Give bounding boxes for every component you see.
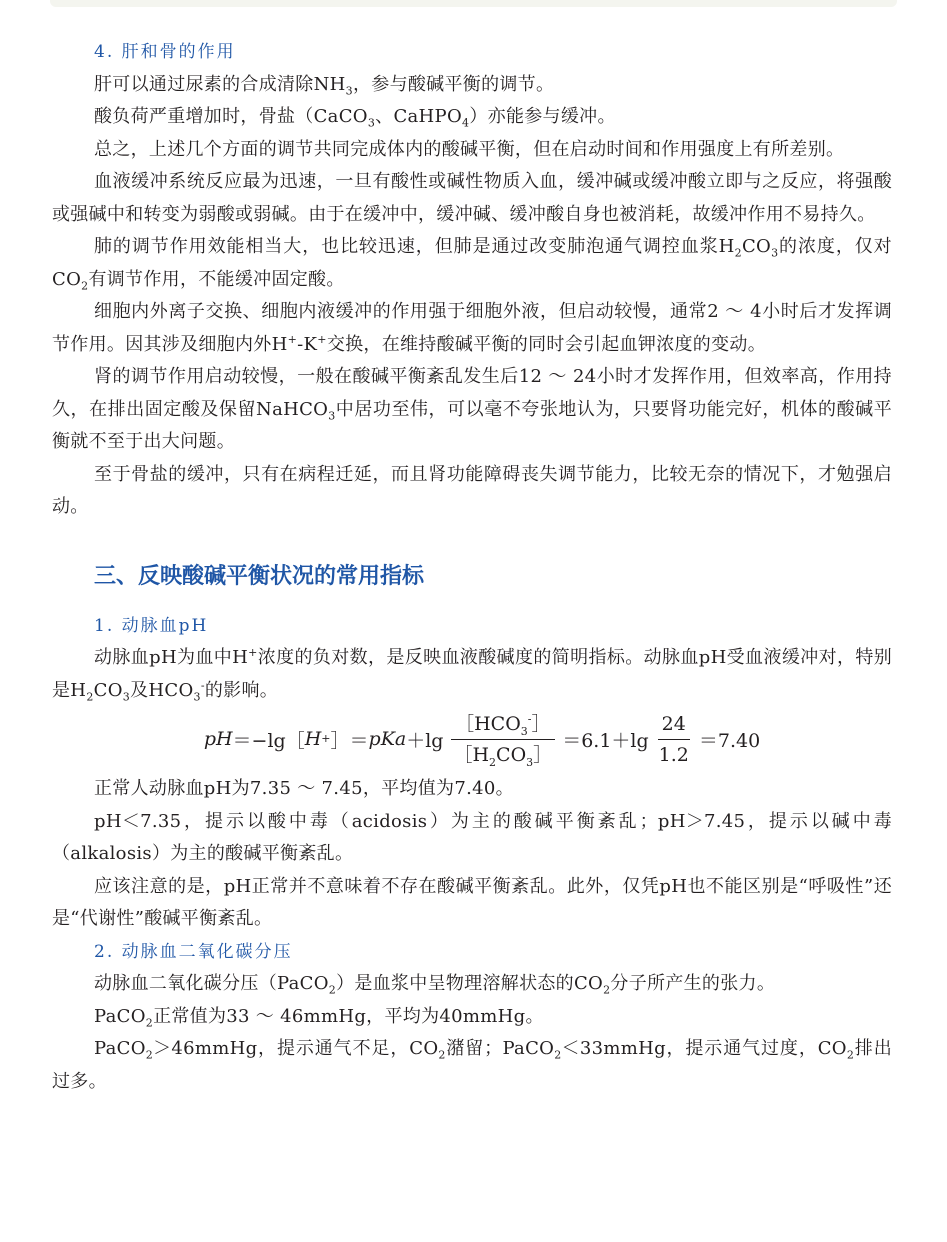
paragraph-liver: 肝可以通过尿素的合成清除$NH_3$，参与酸碱平衡的调节。 — [94, 73, 555, 98]
fraction-ratio: $\frac{24}{1.2}$ — [655, 710, 693, 769]
heading-arterial-ph: 1. 动脉血pH — [94, 615, 209, 636]
heading-liver-bone: 4. 肝和骨的作用 — [94, 42, 236, 62]
heading-paco2: 2. 动脉血二氧化碳分压 — [94, 941, 293, 962]
paragraph-paco2-definition: 动脉血二氧化碳分压（PaCO$_2$）是血浆中呈物理溶解状态的$CO_2$分子所产生的张力。 — [94, 973, 776, 997]
section-title: 三、反映酸碱平衡状况的常用指标 — [94, 563, 425, 589]
paragraph-ph-normal: 正常人动脉血pH为7.35 ～ 7.45，平均值为7.40。 — [94, 778, 514, 799]
paragraph-bone-salt: 至于骨盐的缓冲，只有在病程迁延，而且肾功能障碍丧失调节能力，比较无奈的情况下，才勉强启动。 — [52, 463, 892, 517]
paragraph-paco2-range: PaCO$_2$＞46mmHg，提示通气不足，$CO_2$潴留；PaCO$_2$＜33mmHg，提示通气过度，$CO_2$排出过多。 — [52, 1038, 892, 1092]
paragraph-lung: 肺的调节作用效能相当大，也比较迅速，但肺是通过改变肺泡通气调控血浆$H_2CO_3$的浓度，仅对$CO_2$有调节作用，不能缓冲固定酸。 — [52, 236, 892, 293]
henderson-hasselbalch-formula: pH ＝−lg［ H + ］＝ pKa ＋lg $\frac{[HCO_3^-]}{[H_2CO_3]}$ ＝6.1＋lg $\frac{24}{1.2}$ ＝7.40 — [52, 707, 892, 771]
paragraph-kidney: 肾的调节作用启动较慢，一般在酸碱平衡紊乱发生后12 ～ 24小时才发挥作用，但效率高，作用持久，在排出固定酸及保留NaHCO$_3$中居功至伟，可以毫不夸张地认为，只要肾功能完好，机体的酸碱平衡就不至于出大问题。 — [52, 366, 893, 452]
paragraph-summary: 总之，上述几个方面的调节共同完成体内的酸碱平衡，但在启动时间和作用强度上有所差别。 — [94, 138, 845, 160]
paragraph-cell-exchange: 细胞内外离子交换、细胞内液缓冲的作用强于细胞外液，但启动较慢，通常2 ～ 4小时后才发挥调节作用。因其涉及细胞内外H+-K+交换，在维持酸碱平衡的同时会引起血钾浓度的变动。 — [52, 301, 892, 355]
document-page — [52, 36, 892, 1098]
fraction-bicarbonate-carbonic-acid: $\frac{[HCO_3^-]}{[H_2CO_3]}$ — [449, 710, 556, 769]
paragraph-ph-note: 应该注意的是，pH正常并不意味着不存在酸碱平衡紊乱。此外，仅凭pH也不能区别是“呼吸性”还是“代谢性”酸碱平衡紊乱。 — [52, 875, 892, 929]
paragraph-bone-buffer: 酸负荷严重增加时，骨盐（CaCO$_3$、CaHPO$_4$）亦能参与缓冲。 — [94, 106, 616, 130]
paragraph-ph-range: pH＜7.35，提示以酸中毒（acidosis）为主的酸碱平衡紊乱；pH＞7.45，提示以碱中毒（alkalosis）为主的酸碱平衡紊乱。 — [52, 810, 892, 864]
page-top-bar — [50, 0, 897, 7]
paragraph-blood-buffer: 血液缓冲系统反应最为迅速，一旦有酸性或碱性物质入血，缓冲碱或缓冲酸立即与之反应，将强酸或强碱中和转变为弱酸或弱碱。由于在缓冲中，缓冲碱、缓冲酸自身也被消耗，故缓冲作用不易持久。 — [52, 171, 892, 225]
paragraph-paco2-normal: PaCO$_2$正常值为33 ～ 46mmHg，平均为40mmHg。 — [94, 1005, 544, 1030]
paragraph-ph-definition: 动脉血pH为血中H+浓度的负对数，是反映血液酸碱度的简明指标。动脉血pH受血液缓冲对，特别是$H_2CO_3$及$HCO_3^-$的影响。 — [52, 646, 892, 704]
